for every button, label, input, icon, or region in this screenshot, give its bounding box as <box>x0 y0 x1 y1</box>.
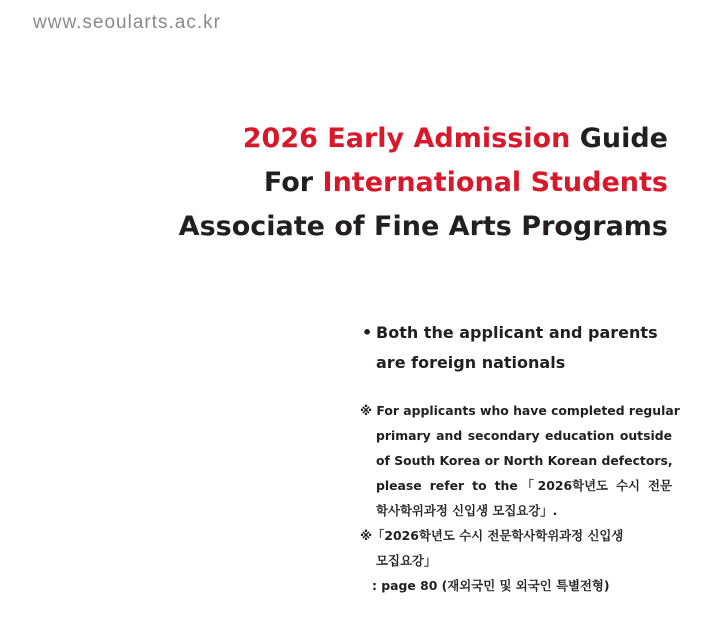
note-2-line-3: : page 80 (재외국민 및 외국인 특별전형) <box>372 578 610 593</box>
title-for: For <box>263 167 314 198</box>
note-1-text-3: of South Korea or North Korean defectors, <box>376 453 673 468</box>
eligibility-line-1 <box>362 318 672 348</box>
title-guide: Guide <box>579 123 668 154</box>
title-line-1 <box>179 117 668 161</box>
note-1-line-5: 학사학위과정 신입생 모집요강」. <box>376 503 558 518</box>
title-early-admission: 2026 Early Admission <box>242 123 571 154</box>
note-2-line-2: 모집요강」 <box>376 553 437 568</box>
note-1-text-1: For applicants who have completed regular <box>376 403 680 418</box>
note-mark-icon: ※ <box>360 528 373 543</box>
title-international-students: International Students <box>322 167 668 198</box>
notes-section <box>360 398 680 598</box>
note-1-line-1 <box>360 398 680 423</box>
note-2-line-1 <box>360 523 672 548</box>
guide-title <box>179 117 668 249</box>
title-line-3: Associate of Fine Arts Programs <box>178 211 668 242</box>
eligibility-line-2: are foreign nationals <box>376 353 566 372</box>
website-url[interactable]: www.seoularts.ac.kr <box>33 12 221 33</box>
eligibility-text-1: Both the applicant and parents <box>376 323 658 342</box>
note-1-line-4 <box>360 473 672 498</box>
title-line-2 <box>179 161 668 205</box>
note-mark-icon: ※ <box>360 403 373 418</box>
note-1-first-row <box>360 398 680 423</box>
eligibility-bullet <box>362 318 672 378</box>
note-1-text-4: please refer to the「2026학년도 수시 전문 <box>376 478 672 493</box>
note-1-text-2: primary and secondary education outside <box>376 428 672 443</box>
bullet-dot-icon: • <box>362 323 373 342</box>
note-2-text-1: 「2026학년도 수시 전문학사학위과정 신입생 <box>372 528 624 543</box>
note-1-line-2 <box>360 423 672 448</box>
note-1-line-3 <box>360 448 672 473</box>
